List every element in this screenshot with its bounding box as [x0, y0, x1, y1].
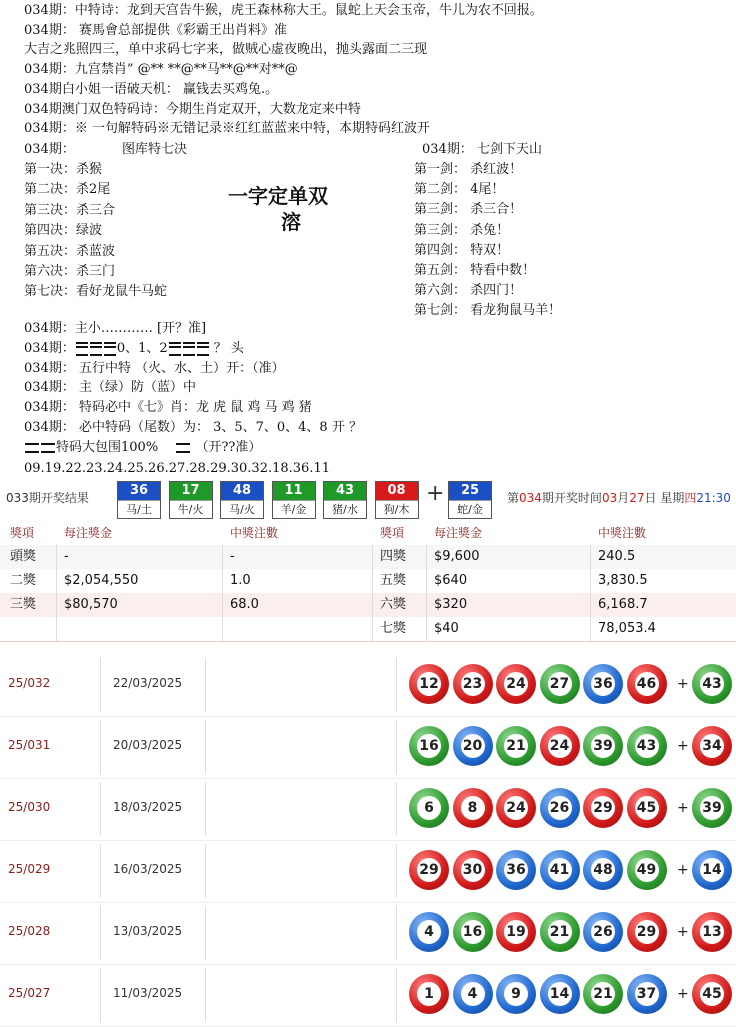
jue-item: 第五决：杀蓝波 — [24, 243, 116, 259]
column-divider — [396, 658, 397, 712]
column-divider — [396, 906, 397, 960]
history-ball — [540, 788, 580, 828]
draw-ball-number: 43 — [324, 482, 366, 500]
next-draw-info — [507, 489, 731, 507]
history-ball — [453, 664, 493, 704]
history-issue: 25/031 — [8, 738, 51, 752]
cell-divider — [222, 545, 223, 569]
history-date: 20/03/2025 — [113, 738, 183, 752]
draw-ball-zodiac: 马/火 — [221, 500, 263, 518]
block-glyph — [76, 342, 88, 356]
cell-divider — [372, 593, 373, 617]
history-ball — [583, 850, 623, 890]
history-special-number: 39 — [700, 796, 724, 820]
prize-cell-a: 頭獎 — [10, 549, 37, 564]
prize-cell-e: $640 — [434, 573, 468, 588]
draw-ball-number: 11 — [273, 482, 315, 500]
history-ball-number: 4 — [461, 982, 485, 1006]
prize-header-row — [0, 521, 736, 546]
history-ball — [583, 974, 623, 1014]
history-date: 13/03/2025 — [113, 924, 183, 938]
history-row — [0, 654, 736, 717]
history-ball-number: 23 — [461, 672, 485, 696]
draw-ball-zodiac: 猪/水 — [324, 500, 366, 518]
history-ball-number: 27 — [548, 672, 572, 696]
cell-divider — [372, 545, 373, 569]
cell-divider — [590, 593, 591, 617]
history-ball-number: 24 — [548, 734, 572, 758]
prize-cell-f: 6,168.7 — [598, 597, 648, 612]
cell-divider — [56, 545, 57, 569]
header-prize-2: 獎項 — [380, 526, 405, 540]
jue-item: 第七决：看好龙鼠牛马蛇 — [24, 284, 168, 300]
next-mid: 期开奖时间 — [541, 491, 602, 505]
double-bar-glyph — [41, 443, 55, 453]
line-5: 034期白小姐一语破天机： 赢钱去买鸡兔.。 — [24, 82, 279, 97]
history-special-ball — [692, 726, 732, 766]
history-special-ball — [692, 850, 732, 890]
draw-ball-number: 36 — [118, 482, 160, 500]
history-row — [0, 840, 736, 903]
history-special-number: 43 — [700, 672, 724, 696]
header-amount: 每注獎金 — [64, 526, 113, 540]
jue-header-label: 034期： — [24, 142, 75, 157]
cell-divider — [222, 617, 223, 641]
history-ball — [453, 850, 493, 890]
history-ball-number: 8 — [461, 796, 485, 820]
cell-divider — [590, 569, 591, 593]
prize-cell-f: 3,830.5 — [598, 573, 648, 588]
draw-ball — [272, 481, 316, 519]
line-6: 034期澳门双色特码诗：今期生肖定双开，大数龙定来中特 — [24, 102, 361, 117]
lower-line-2 — [24, 340, 244, 358]
block-glyph — [169, 342, 181, 356]
column-divider — [396, 844, 397, 898]
column-divider — [396, 782, 397, 836]
history-ball-number: 24 — [504, 796, 528, 820]
history-ball — [409, 912, 449, 952]
history-ball-number: 39 — [591, 734, 615, 758]
history-ball-number: 43 — [635, 734, 659, 758]
history-ball-number: 46 — [635, 672, 659, 696]
cell-divider — [590, 545, 591, 569]
line-1: 034期：中特诗：龙到天宫告牛猴，虎王森林称大王。鼠蛇上天会玉帝，牛儿为农不回报。 — [24, 3, 543, 18]
cell-divider — [426, 545, 427, 569]
block-glyph — [183, 342, 195, 356]
plus-sign: + — [677, 924, 689, 940]
history-row — [0, 902, 736, 965]
prize-cell-e: $320 — [434, 597, 468, 612]
jue-item: 第四决：绿波 — [24, 223, 103, 239]
history-special-ball — [692, 664, 732, 704]
history-ball — [496, 912, 536, 952]
history-row — [0, 778, 736, 841]
history-ball-number: 9 — [504, 982, 528, 1006]
history-date: 16/03/2025 — [113, 862, 183, 876]
next-time: 21:30 — [696, 491, 731, 505]
history-ball — [627, 974, 667, 1014]
column-divider — [100, 906, 101, 960]
history-issue: 25/029 — [8, 862, 51, 876]
cell-divider — [56, 569, 57, 593]
lower-line-8: 09.19.22.23.24.25.26.27.28.29.30.32.18.36.11 — [24, 461, 330, 476]
next-d: 日 星期 — [644, 491, 685, 505]
history-ball-number: 19 — [504, 920, 528, 944]
jian-item: 第七剑： 看龙狗鼠马羊！ — [414, 303, 562, 319]
history-ball — [583, 912, 623, 952]
lower-line-7-tail: （开??准） — [191, 440, 262, 455]
header-prize: 獎項 — [10, 526, 35, 540]
next-pre: 第 — [507, 491, 520, 505]
column-divider — [100, 782, 101, 836]
column-divider — [205, 844, 206, 898]
jue-item: 第二决：杀2尾 — [24, 182, 111, 198]
history-ball — [496, 664, 536, 704]
history-ball-number: 1 — [417, 982, 441, 1006]
history-ball-number: 29 — [591, 796, 615, 820]
cell-divider — [56, 593, 57, 617]
next-day: 27 — [629, 491, 645, 505]
prize-cell-f: 78,053.4 — [598, 621, 656, 636]
lower-line-2-tail: ？ 头 — [209, 341, 244, 356]
prize-cell-d: 七獎 — [380, 621, 407, 636]
center-text-1: 一字定单双 — [228, 184, 328, 208]
column-divider — [205, 906, 206, 960]
history-ball-number: 49 — [635, 858, 659, 882]
prize-row — [0, 569, 736, 594]
prize-cell-d: 五獎 — [380, 573, 407, 588]
column-divider — [205, 720, 206, 774]
history-ball — [627, 850, 667, 890]
history-ball-number: 4 — [417, 920, 441, 944]
prize-cell-d: 六獎 — [380, 597, 407, 612]
line-4: 034期：九宫禁肖” @** **@**马**@**对**@ — [24, 62, 298, 77]
history-ball-number: 16 — [417, 734, 441, 758]
special-ball — [448, 481, 492, 519]
cell-divider — [222, 593, 223, 617]
history-ball — [409, 664, 449, 704]
prize-cell-e: $40 — [434, 621, 459, 636]
history-ball-number: 36 — [591, 672, 615, 696]
prize-cell-c: - — [230, 549, 235, 564]
cell-divider — [590, 617, 591, 641]
history-ball-number: 26 — [591, 920, 615, 944]
draw-ball — [375, 481, 419, 519]
prize-cell-e: $9,600 — [434, 549, 480, 564]
jian-header: 034期： 七剑下天山 — [422, 142, 542, 157]
history-ball-number: 30 — [461, 858, 485, 882]
history-ball-number: 16 — [461, 920, 485, 944]
history-ball — [627, 726, 667, 766]
lower-line-1: 034期：主小………… [开？准] — [24, 321, 207, 336]
history-ball-number: 48 — [591, 858, 615, 882]
history-ball — [453, 726, 493, 766]
special-ball-zodiac: 蛇/金 — [449, 500, 491, 518]
center-text-2: 溶 — [281, 210, 301, 234]
prize-row — [0, 593, 736, 618]
history-ball — [540, 850, 580, 890]
draw-ball — [117, 481, 161, 519]
block-glyph — [104, 342, 116, 356]
draw-ball-number: 08 — [376, 482, 418, 500]
prize-cell-c: 1.0 — [230, 573, 251, 588]
jue-item: 第一决：杀猴 — [24, 162, 103, 177]
header-count: 中獎注數 — [230, 526, 279, 540]
lower-line-2-label: 034期： — [24, 341, 75, 356]
history-row — [0, 716, 736, 779]
line-7: 034期：※ 一句解特码※无错记录※红红蓝蓝来中特，本期特码红波开 — [24, 121, 430, 136]
history-special-ball — [692, 974, 732, 1014]
lower-line-5: 034期： 特码必中《七》肖：龙 虎 鼠 鸡 马 鸡 猪 — [24, 400, 312, 415]
plus-sign: + — [426, 481, 445, 506]
history-ball — [409, 850, 449, 890]
history-ball — [583, 726, 623, 766]
history-ball-number: 37 — [635, 982, 659, 1006]
plus-sign: + — [677, 862, 689, 878]
history-special-ball — [692, 912, 732, 952]
history-date: 11/03/2025 — [113, 986, 183, 1000]
history-special-ball — [692, 788, 732, 828]
history-ball-number: 29 — [635, 920, 659, 944]
history-special-number: 34 — [700, 734, 724, 758]
plus-sign: + — [677, 676, 689, 692]
block-glyph — [90, 342, 102, 356]
jian-item: 第二剑： 4尾！ — [414, 182, 505, 198]
history-date: 18/03/2025 — [113, 800, 183, 814]
history-ball — [453, 788, 493, 828]
history-ball-number: 20 — [461, 734, 485, 758]
history-special-number: 14 — [700, 858, 724, 882]
prize-cell-c: 68.0 — [230, 597, 259, 612]
history-ball-number: 26 — [548, 796, 572, 820]
cell-divider — [372, 569, 373, 593]
history-ball-number: 36 — [504, 858, 528, 882]
prize-cell-f: 240.5 — [598, 549, 636, 564]
prize-cell-a: 二獎 — [10, 573, 37, 588]
prize-cell-b: - — [64, 549, 69, 564]
column-divider — [205, 658, 206, 712]
jian-item: 第五剑： 特看中数！ — [414, 263, 536, 278]
history-ball — [627, 788, 667, 828]
history-ball-number: 29 — [417, 858, 441, 882]
line-2: 034期： 赛馬會总部提供《彩霸王出肖料》准 — [24, 23, 287, 38]
draw-ball-zodiac: 牛/火 — [170, 500, 212, 518]
lower-line-2-nums: 0、1、2 — [116, 341, 168, 356]
jue-header-title: 图库特七决 — [122, 142, 188, 157]
lower-line-4: 034期： 主（绿）防（蓝）中 — [24, 380, 196, 395]
history-ball — [540, 912, 580, 952]
column-divider — [100, 844, 101, 898]
line-3: 大吉之兆照四三，单中求码七字来，做贼心虚夜晚出，抛头露面二三现 — [24, 42, 428, 57]
history-ball — [627, 912, 667, 952]
history-ball — [409, 726, 449, 766]
history-issue: 25/032 — [8, 676, 51, 690]
history-issue: 25/028 — [8, 924, 51, 938]
plus-sign: + — [677, 800, 689, 816]
cell-divider — [426, 617, 427, 641]
prize-row — [0, 545, 736, 570]
history-issue: 25/030 — [8, 800, 51, 814]
history-ball-number: 12 — [417, 672, 441, 696]
history-ball — [496, 974, 536, 1014]
column-divider — [100, 968, 101, 1022]
special-ball-number: 25 — [449, 482, 491, 500]
next-month: 03 — [601, 491, 618, 505]
draw-ball — [323, 481, 367, 519]
cell-divider — [426, 569, 427, 593]
block-glyph — [197, 342, 209, 356]
history-date: 22/03/2025 — [113, 676, 183, 690]
history-ball-number: 45 — [635, 796, 659, 820]
history-ball — [540, 664, 580, 704]
draw-ball — [169, 481, 213, 519]
history-ball-number: 41 — [548, 858, 572, 882]
column-divider — [205, 968, 206, 1022]
history-issue: 25/027 — [8, 986, 51, 1000]
jue-item: 第六决：杀三门 — [24, 264, 116, 279]
column-divider — [396, 720, 397, 774]
cell-divider — [426, 593, 427, 617]
history-ball-number: 6 — [417, 796, 441, 820]
history-ball — [540, 726, 580, 766]
lower-line-6: 034期： 必中特码（尾数）为： 3、5、7、0、4、8 开 ？ — [24, 420, 362, 435]
prize-row — [0, 617, 736, 642]
draw-result-bar — [0, 477, 736, 519]
draw-ball-number: 48 — [221, 482, 263, 500]
double-bar-glyph — [176, 443, 190, 453]
jian-item: 第三剑： 杀三合！ — [414, 202, 523, 218]
history-ball — [627, 664, 667, 704]
history-ball — [583, 788, 623, 828]
cell-divider — [56, 617, 57, 641]
draw-ball-zodiac: 马/土 — [118, 500, 160, 518]
plus-sign: + — [677, 986, 689, 1002]
header-count-2: 中獎注數 — [598, 526, 647, 540]
history-special-number: 45 — [700, 982, 724, 1006]
draw-ball-zodiac: 狗/木 — [376, 500, 418, 518]
lower-line-7 — [24, 439, 261, 457]
column-divider — [100, 720, 101, 774]
history-special-number: 13 — [700, 920, 724, 944]
history-ball — [583, 664, 623, 704]
draw-ball-number: 17 — [170, 482, 212, 500]
next-week: 四 — [684, 491, 697, 505]
draw-label: 033期开奖结果 — [6, 491, 89, 505]
draw-ball-zodiac: 羊/金 — [273, 500, 315, 518]
header-amount-2: 每注獎金 — [434, 526, 483, 540]
prize-cell-b: $2,054,550 — [64, 573, 139, 588]
prize-cell-a: 三獎 — [10, 597, 37, 612]
column-divider — [205, 782, 206, 836]
history-ball — [496, 788, 536, 828]
lower-line-7-text: 特码大包围100% — [56, 440, 159, 455]
jian-item: 第六剑： 杀四门！ — [414, 283, 523, 299]
history-ball-number: 21 — [591, 982, 615, 1006]
cell-divider — [372, 617, 373, 641]
next-m: 月 — [617, 491, 630, 505]
jian-item: 第四剑： 特双！ — [414, 242, 510, 258]
column-divider — [100, 658, 101, 712]
prize-cell-d: 四獎 — [380, 549, 407, 564]
plus-sign: + — [677, 738, 689, 754]
draw-ball — [220, 481, 264, 519]
lower-line-3: 034期： 五行中特 （火、水、土）开：（准） — [24, 361, 285, 376]
history-ball — [409, 788, 449, 828]
history-row — [0, 964, 736, 1027]
jian-item: 第三剑： 杀兔！ — [414, 222, 510, 238]
jue-item: 第三决：杀三合 — [24, 202, 116, 218]
history-ball-number: 21 — [504, 734, 528, 758]
history-ball — [453, 974, 493, 1014]
history-ball-number: 24 — [504, 672, 528, 696]
history-ball — [496, 726, 536, 766]
history-ball-number: 21 — [548, 920, 572, 944]
double-bar-glyph — [25, 443, 39, 453]
prize-cell-b: $80,570 — [64, 597, 118, 612]
history-ball — [540, 974, 580, 1014]
cell-divider — [222, 569, 223, 593]
history-ball — [496, 850, 536, 890]
history-ball-number: 14 — [548, 982, 572, 1006]
history-ball — [453, 912, 493, 952]
jian-item: 第一剑： 杀红波！ — [414, 162, 523, 177]
history-ball — [409, 974, 449, 1014]
column-divider — [396, 968, 397, 1022]
next-issue: 034 — [519, 491, 542, 505]
